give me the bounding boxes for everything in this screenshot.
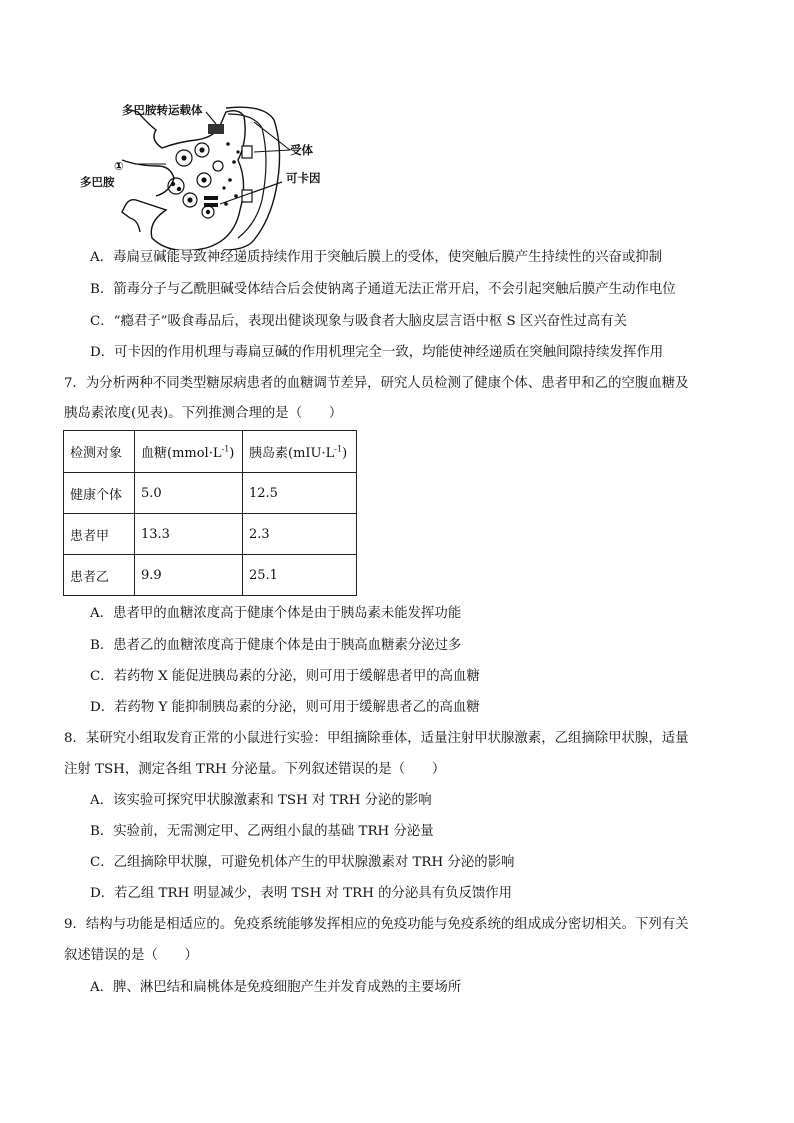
q8-stem-line2: 注射 TSH，测定各组 TRH 分泌量。下列叙述错误的是（ ） <box>64 762 446 777</box>
q8-option-c: C．乙组摘除甲状腺，可避免机体产生的甲状腺激素对 TRH 分泌的影响 <box>90 855 515 870</box>
header-subject: 检测对象 <box>64 431 135 473</box>
q7-stem-line2: 胰岛素浓度(见表)。下列推测合理的是（ ） <box>64 406 343 421</box>
label-receptor: 受体 <box>290 143 313 157</box>
label-dopamine: 多巴胺 <box>80 175 115 189</box>
q7-stem-line1: 7．为分析两种不同类型糖尿病患者的血糖调节差异，研究人员检测了健康个体、患者甲和乙的空腹血糖及 <box>64 376 689 391</box>
transporter-block <box>208 124 224 134</box>
cell-subject: 患者甲 <box>64 514 135 555</box>
q8-option-b: B．实验前，无需测定甲、乙两组小鼠的基础 TRH 分泌量 <box>90 824 434 839</box>
q9-option-a: A．脾、淋巴结和扁桃体是免疫细胞产生并发育成熟的主要场所 <box>90 980 462 995</box>
q7-option-c: C．若药物 X 能促进胰岛素的分泌，则可用于缓解患者甲的高血糖 <box>90 669 480 684</box>
cell-glucose: 5.0 <box>135 473 243 514</box>
receptor <box>242 146 252 158</box>
cocaine-bar <box>204 203 218 207</box>
cell-glucose: 9.9 <box>135 555 243 596</box>
q7-option-a: A．患者甲的血糖浓度高于健康个体是由于胰岛素未能发挥功能 <box>90 606 462 621</box>
header-glucose: 血糖$(mmol\cdot L^{-1})$ <box>135 431 243 473</box>
q6-option-a: A．毒扁豆碱能导致神经递质持续作用于突触后膜上的受体，使突触后膜产生持续性的兴奋或抑制 <box>90 250 663 265</box>
q7-option-b: B．患者乙的血糖浓度高于健康个体是由于胰高血糖素分泌过多 <box>90 638 462 653</box>
data-table <box>63 430 357 596</box>
presynaptic-terminal <box>122 110 245 250</box>
cell-insulin: 25.1 <box>243 555 357 596</box>
cell-glucose: 13.3 <box>135 514 243 555</box>
table-row <box>64 514 357 555</box>
table-header-row <box>64 431 357 473</box>
synapse-diagram <box>78 100 378 250</box>
dopamine-dots <box>222 142 239 206</box>
q6-option-b: B．箭毒分子与乙酰胆碱受体结合后会使钠离子通道无法正常开启，不会引起突触后膜产生动作电位 <box>90 282 676 297</box>
table-row <box>64 473 357 514</box>
cell-subject: 患者乙 <box>64 555 135 596</box>
cell-subject: 健康个体 <box>64 473 135 514</box>
cocaine-bar <box>204 196 218 200</box>
table-row <box>64 555 357 596</box>
q9-stem-line2: 叙述错误的是（ ） <box>64 948 198 963</box>
header-insulin: 胰岛素$(mIU\cdot L^{-1})$ <box>243 431 357 473</box>
cell-insulin: 12.5 <box>243 473 357 514</box>
q8-option-d: D．若乙组 TRH 明显减少，表明 TSH 对 TRH 的分泌具有负反馈作用 <box>90 886 513 901</box>
label-circle: ① <box>114 159 124 173</box>
q8-option-a: A．该实验可探究甲状腺激素和 TSH 对 TRH 分泌的影响 <box>90 793 432 808</box>
cell-insulin: 2.3 <box>243 514 357 555</box>
q6-option-c: C．“瘾君子”吸食毒品后，表现出健谈现象与吸食者大脑皮层言语中枢 S 区兴奋性过高有关 <box>90 314 628 329</box>
label-cocaine: 可卡因 <box>286 171 321 185</box>
q9-stem-line1: 9．结构与功能是相适应的。免疫系统能够发挥相应的免疫功能与免疫系统的组成成分密切相关。下列有关 <box>64 917 689 932</box>
label-transporter: 多巴胺转运载体 <box>122 103 203 117</box>
q7-option-d: D．若药物 Y 能抑制胰岛素的分泌，则可用于缓解患者乙的高血糖 <box>90 700 480 715</box>
q6-option-d: D．可卡因的作用机理与毒扁豆碱的作用机理完全一致，均能使神经递质在突触间隙持续发挥作用 <box>90 345 664 360</box>
q8-stem-line1: 8．某研究小组取发育正常的小鼠进行实验：甲组摘除垂体，适量注射甲状腺激素，乙组摘除甲状腺，适量 <box>64 731 689 746</box>
